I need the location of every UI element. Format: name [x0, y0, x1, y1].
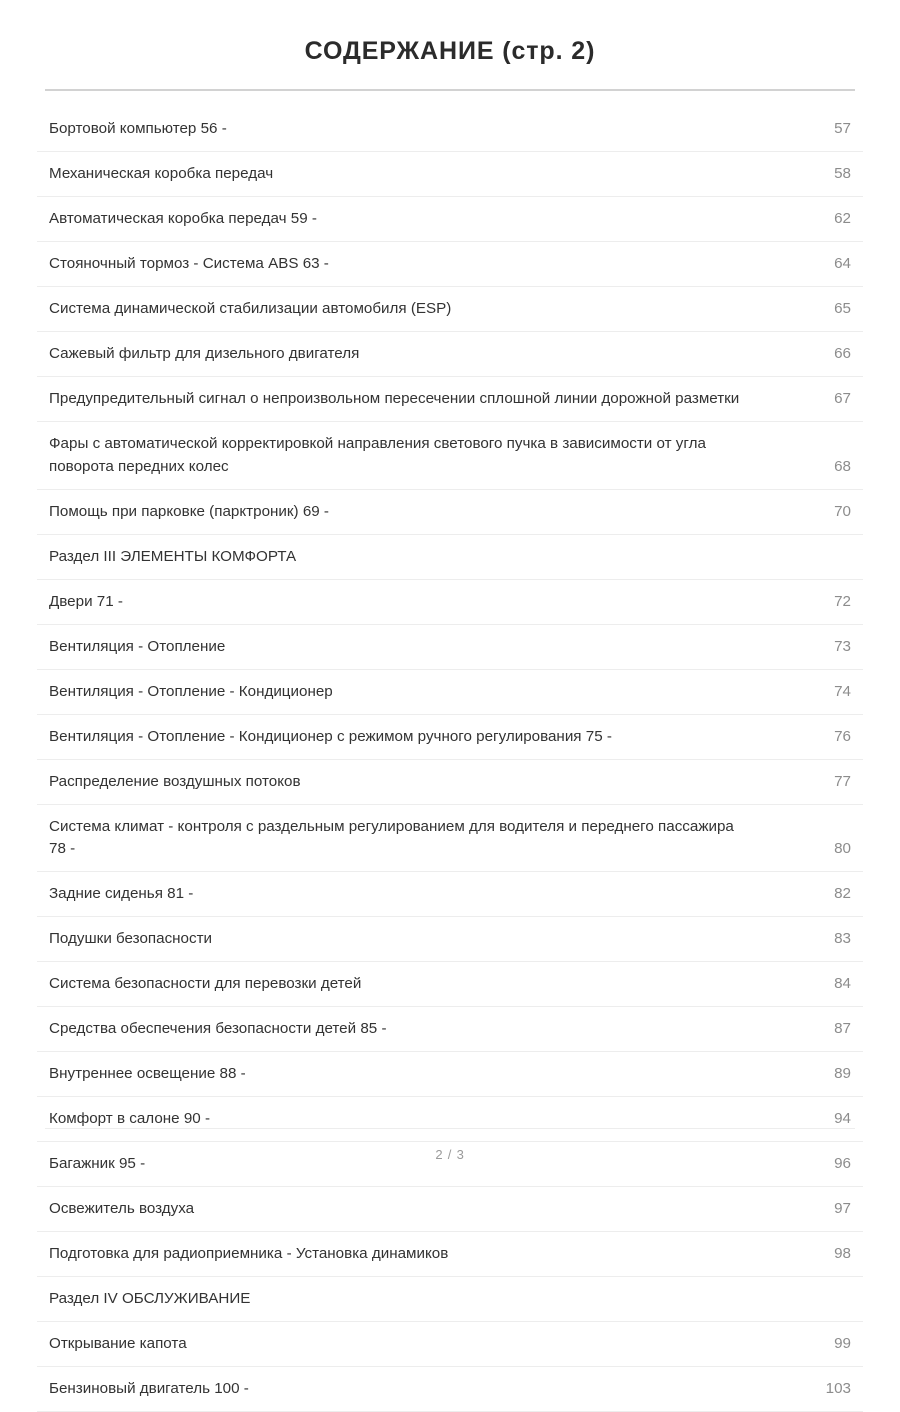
toc-entry-page-number	[765, 1277, 863, 1322]
toc-entry-page-number: 98	[834, 1245, 851, 1263]
toc-body	[37, 107, 863, 1411]
toc-entry-title[interactable]: Открывание капота	[49, 1335, 187, 1353]
toc-entry-title[interactable]: Средства обеспечения безопасности детей 85 -	[49, 1019, 387, 1037]
table-row[interactable]	[37, 669, 863, 714]
table-row[interactable]	[37, 579, 863, 624]
toc-entry-page-number: 64	[834, 255, 851, 273]
toc-entry-title[interactable]: Раздел IV ОБСЛУЖИВАНИЕ	[49, 1290, 251, 1308]
document-footer	[0, 1128, 900, 1162]
toc-entry-title[interactable]: Багажник 95 -	[49, 1155, 146, 1172]
table-row[interactable]	[37, 107, 863, 152]
toc-entry-page-number: 89	[834, 1064, 851, 1082]
table-of-contents	[37, 107, 863, 1412]
toc-entry-page-number: 87	[834, 1019, 851, 1037]
table-row[interactable]	[37, 377, 863, 422]
table-row[interactable]	[37, 197, 863, 242]
toc-entry-title[interactable]: Подготовка для радиоприемника - Установка динамиков	[49, 1245, 449, 1263]
toc-entry-title[interactable]: Двери 71 -	[49, 592, 123, 610]
toc-entry-title[interactable]: Распределение воздушных потоков	[49, 772, 301, 790]
toc-entry-page-number: 68	[834, 457, 851, 475]
toc-entry-title[interactable]: Внутреннее освещение 88 -	[49, 1064, 246, 1082]
table-row[interactable]	[37, 1277, 863, 1322]
toc-entry-title[interactable]: Бензиновый двигатель 100 -	[49, 1380, 249, 1398]
toc-entry-title[interactable]: Система климат - контроля с раздельным регулированием для водителя и переднего пассажира 78 -	[49, 817, 734, 857]
table-row[interactable]	[37, 287, 863, 332]
table-row[interactable]	[37, 624, 863, 669]
toc-entry-page-number: 70	[834, 502, 851, 520]
toc-entry-page-number: 99	[834, 1335, 851, 1353]
toc-entry-title[interactable]: Вентиляция - Отопление	[49, 637, 226, 655]
toc-entry-title[interactable]: Помощь при парковке (парктроник) 69 -	[49, 502, 329, 520]
table-row[interactable]	[37, 534, 863, 579]
toc-entry-page-number	[765, 534, 863, 579]
toc-entry-page-number: 103	[825, 1380, 851, 1398]
toc-entry-title[interactable]: Вентиляция - Отопление - Кондиционер	[49, 682, 333, 700]
toc-entry-page-number: 84	[834, 974, 851, 992]
table-row[interactable]	[37, 489, 863, 534]
toc-entry-title[interactable]: Система динамической стабилизации автомобиля (ESP)	[49, 300, 452, 318]
toc-entry-page-number: 57	[834, 120, 851, 138]
table-row[interactable]	[37, 422, 863, 489]
table-row[interactable]	[37, 916, 863, 961]
toc-entry-page-number: 96	[834, 1155, 851, 1172]
toc-entry-title[interactable]: Бортовой компьютер 56 -	[49, 120, 227, 138]
toc-entry-page-number: 73	[834, 637, 851, 655]
page-indicator: 2 / 3	[435, 1147, 465, 1162]
toc-entry-page-number: 76	[834, 727, 851, 745]
table-row[interactable]	[37, 871, 863, 916]
toc-entry-title[interactable]: Задние сиденья 81 -	[49, 884, 194, 902]
toc-entry-page-number: 62	[834, 210, 851, 228]
toc-entry-page-number: 58	[834, 165, 851, 183]
table-row[interactable]	[37, 961, 863, 1006]
table-row[interactable]	[37, 759, 863, 804]
table-row[interactable]	[37, 152, 863, 197]
toc-entry-title[interactable]: Комфорт в салоне 90 -	[49, 1109, 210, 1127]
toc-entry-title[interactable]: Механическая коробка передач	[49, 165, 274, 183]
toc-entry-title[interactable]: Сажевый фильтр для дизельного двигателя	[49, 345, 360, 363]
table-row[interactable]	[37, 332, 863, 377]
table-row[interactable]	[37, 1051, 863, 1096]
table-row[interactable]	[37, 1187, 863, 1232]
toc-entry-page-number: 65	[834, 300, 851, 318]
table-row[interactable]	[37, 1232, 863, 1277]
toc-entry-page-number: 83	[834, 929, 851, 947]
table-row[interactable]	[37, 804, 863, 871]
table-row[interactable]	[37, 1367, 863, 1412]
table-row[interactable]	[37, 242, 863, 287]
toc-entry-title[interactable]: Вентиляция - Отопление - Кондиционер с режимом ручного регулирования 75 -	[49, 727, 612, 745]
document-header	[0, 0, 900, 91]
toc-entry-page-number: 77	[834, 772, 851, 790]
table-row[interactable]	[37, 714, 863, 759]
header-divider	[45, 89, 855, 91]
toc-entry-title[interactable]: Система безопасности для перевозки детей	[49, 974, 362, 992]
toc-entry-title[interactable]: Подушки безопасности	[49, 929, 213, 947]
toc-entry-page-number: 66	[834, 345, 851, 363]
page-title: СОДЕРЖАНИЕ (стр. 2)	[304, 37, 596, 65]
toc-entry-page-number: 80	[834, 839, 851, 857]
toc-entry-title[interactable]: Предупредительный сигнал о непроизвольном пересечении сплошной линии дорожной разметки	[49, 390, 740, 408]
footer-divider	[45, 1128, 855, 1129]
toc-entry-title[interactable]: Стояночный тормоз - Система ABS 63 -	[49, 255, 329, 273]
toc-entry-title[interactable]: Фары с автоматической корректировкой направления светового пучка в зависимости от угла поворота передних колес	[49, 435, 706, 475]
toc-entry-page-number: 97	[834, 1200, 851, 1218]
toc-entry-title[interactable]: Освежитель воздуха	[49, 1200, 195, 1218]
toc-entry-page-number: 82	[834, 884, 851, 902]
table-row[interactable]	[37, 1006, 863, 1051]
toc-entry-page-number: 72	[834, 592, 851, 610]
toc-entry-page-number: 74	[834, 682, 851, 700]
toc-entry-page-number: 67	[834, 390, 851, 408]
toc-entry-title[interactable]: Раздел III ЭЛЕМЕНТЫ КОМФОРТА	[49, 547, 297, 565]
toc-entry-title[interactable]: Автоматическая коробка передач 59 -	[49, 210, 317, 228]
table-row[interactable]	[37, 1322, 863, 1367]
toc-entry-page-number: 94	[834, 1109, 851, 1127]
